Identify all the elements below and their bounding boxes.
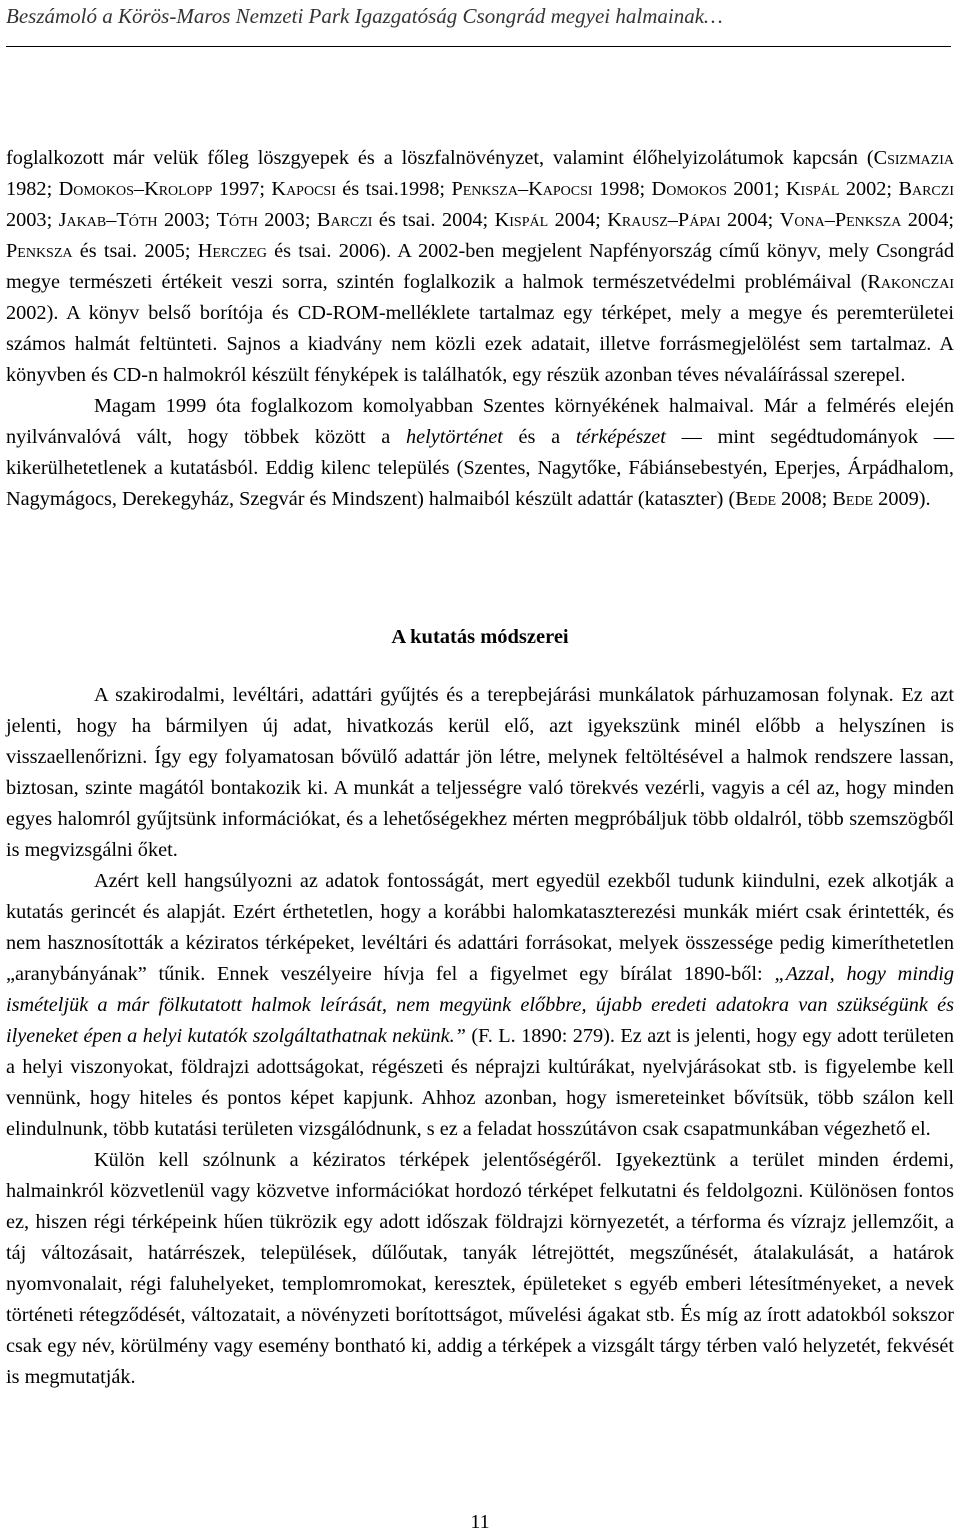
- text-run: foglalkozott már velük főleg löszgyepek és a löszfalnövényzet, valamint élőhelyizolátumok kapcsán (: [6, 147, 874, 169]
- text-run: 2001;: [726, 178, 786, 200]
- author-name: Tóth: [216, 209, 258, 231]
- paragraph-methods-3: Külön kell szólnunk a kéziratos térképek jelentőségéről. Igyekeztünk a terület minden érdemi, halmainkról közvetlenül vagy közvetve információkat hordozó térképet felkutatni és feldolgozni. Különösen fontos ez, hiszen régi térképeink hűen tükrözik egy adott időszak földrajzi környezetét, a térforma és vízrajz jellemzőit, a táj változásait, határrészek, települések, dűlőutak, tanyák létrejöttét, megszűnését, átalakulását, a határok nyomvonalait, régi faluhelyeket, templomromokat, keresztek, épületeket s egyéb emberi létesítményeket, a nevek történeti rétegződését, változatait, a növényzeti borítottságot, művelési ágakat stb. És míg az írott adatokból sokszor csak egy név, körülmény vagy esemény bontható ki, addig a térképek a vizsgált tárgy térben való helyzetét, fekvését is megmutatják.: [6, 1149, 954, 1388]
- running-header: Beszámoló a Körös-Maros Nemzeti Park Igazgatóság Csongrád megyei halmainak…: [6, 4, 723, 28]
- author-name: Kispál: [494, 209, 549, 231]
- text-run: 1982;: [6, 178, 59, 200]
- text-run: (F. L. 1890: 279). Ez azt is jelenti, hogy egy adott területen a helyi viszonyokat, földrajzi adottságokat, régészeti és néprajzi kultúrákat, nyelvjárásokat stb. is figyelembe kell vennünk, hogy hiteles és pontos képet kapjunk. Ahhoz azonban, hogy ismereteinket bővítsük, több szálon kell elindulnunk, több kutatási területen vizsgálódnunk, s ez a feladat hosszútávon csak csapatmunkában végezhető el.: [6, 1025, 954, 1140]
- author-name: Csizmazia: [873, 147, 954, 169]
- intro-text: [6, 143, 954, 515]
- author-name: Kispál: [785, 178, 840, 200]
- author-name: Kapocsi: [271, 178, 336, 200]
- author-name: Krausz–Pápai: [607, 209, 721, 231]
- paragraph-literature: [6, 143, 954, 391]
- paragraph-own-research: [6, 391, 954, 515]
- quote: „Azzal, hogy mindig ismételjük a már fölkutatott halmok leírását, nem megyünk előbbre, újabb eredeti adatokra van szükségünk és ilyeneket épen a helyi kutatók szolgáltathatnak nekünk.”: [6, 963, 955, 1047]
- text-run: és tsai. 2006). A 2002-ben megjelent Napfényország című könyv, mely Csongrád megye természeti értékeit veszi sorra, szintén foglalkozik a halmok természetvédelmi problémáival (: [6, 240, 954, 293]
- methods-text: [6, 680, 954, 1393]
- text-run: és tsai.1998;: [335, 178, 452, 200]
- emphasis: térképészet: [575, 426, 666, 448]
- author-name: Barczi: [898, 178, 954, 200]
- author-name: Domokos: [651, 178, 727, 200]
- text-run: 1998;: [592, 178, 652, 200]
- text-run: 2003;: [257, 209, 317, 231]
- text-run: 2002). A könyv belső borítója és CD-ROM-melléklete tartalmaz egy térképet, mely a megye és peremterületei számos halmát feltünteti. Sajnos a kiadvány nem közli ezek adatait, illetve forrásmegjelölést sem tartalmaz. A könyvben és CD-n halmokról készült fényképek is találhatók, egy részük azonban téves névaláírással szerepel.: [6, 302, 954, 386]
- text-run: Azért kell hangsúlyozni az adatok fontosságát, mert egyedül ezekből tudunk kiindulni, ezek alkotják a kutatás gerincét és alapját. Ezért érthetetlen, hogy a korábbi halomkataszterezési munkák miért csak érintették, és nem hasznosították a kéziratos térképeket, levéltári és adattári forrásokat, melyek összessége pedig kimeríthetetlen „aranybányának” tűnik. Ennek veszélyeire hívja fel a figyelmet egy bírálat 1890-ből:: [6, 870, 954, 985]
- text-run: és tsai. 2005;: [72, 240, 198, 262]
- text-run: és tsai. 2004;: [372, 209, 495, 231]
- header-rule: [6, 46, 951, 47]
- text-run: 2002;: [839, 178, 899, 200]
- section-title: A kutatás módszerei: [391, 626, 569, 648]
- emphasis: helytörténet: [405, 426, 503, 448]
- text-run: 2003;: [157, 209, 217, 231]
- page-number: 11: [470, 1511, 490, 1533]
- text-run: Magam 1999 óta foglalkozom komolyabban Szentes környékének halmaival. Már a felmérés elején nyilvánvalóvá vált, hogy többek között a: [6, 395, 954, 448]
- text-run: 2009).: [873, 488, 931, 510]
- paragraph-methods-1: A szakirodalmi, levéltári, adattári gyűjtés és a terepbejárási munkálatok párhuzamosan folynak. Ez azt jelenti, hogy ha bármilyen új adat, hivatkozás kerül elő, azt igyekszünk minél előbb a helyszínen is visszaellenőrizni. Így egy folyamatosan bővülő adattár jön létre, melynek feltöltésével a halmok rendszere lassan, biztosan, szinte magától bontakozik ki. A munkát a teljességre való törekvés vezérli, vagyis a cél az, hogy minden egyes halomról gyűjtsünk információkat, és a lehetőségekhez mérten megpróbáljuk több oldalról, több szemszögből is megvizsgálni őket.: [6, 684, 954, 861]
- author-name: Barczi: [316, 209, 373, 231]
- text-run: 1997;: [212, 178, 272, 200]
- author-name: Penksza: [6, 240, 73, 262]
- text-run: 2003;: [6, 209, 59, 231]
- text-run: és a: [502, 426, 576, 448]
- text-run: 2004;: [901, 209, 954, 231]
- author-name: Herczeg: [197, 240, 267, 262]
- paragraph-methods-2: [6, 866, 954, 1145]
- author-name: Penksza–Kapocsi: [451, 178, 593, 200]
- text-run: — mint segédtudományok — kikerülhetetlenek a kutatásból. Eddig kilenc település (Szentes, Nagytőke, Fábiánsebestyén, Eperjes, Árpádhalom, Nagymágocs, Derekegyház, Szegvár és Mindszent) halmaiból készült adattár (kataszter) (: [6, 426, 954, 510]
- author-name: Vona–Penksza: [779, 209, 902, 231]
- author-name: Bede: [832, 488, 874, 510]
- author-name: Jakab–Tóth: [58, 209, 158, 231]
- author-name: Bede: [735, 488, 777, 510]
- author-name: Rakonczai: [867, 271, 954, 293]
- text-run: 2008;: [776, 488, 833, 510]
- author-name: Domokos–Krolopp: [58, 178, 213, 200]
- text-run: 2004;: [548, 209, 608, 231]
- text-run: 2004;: [720, 209, 780, 231]
